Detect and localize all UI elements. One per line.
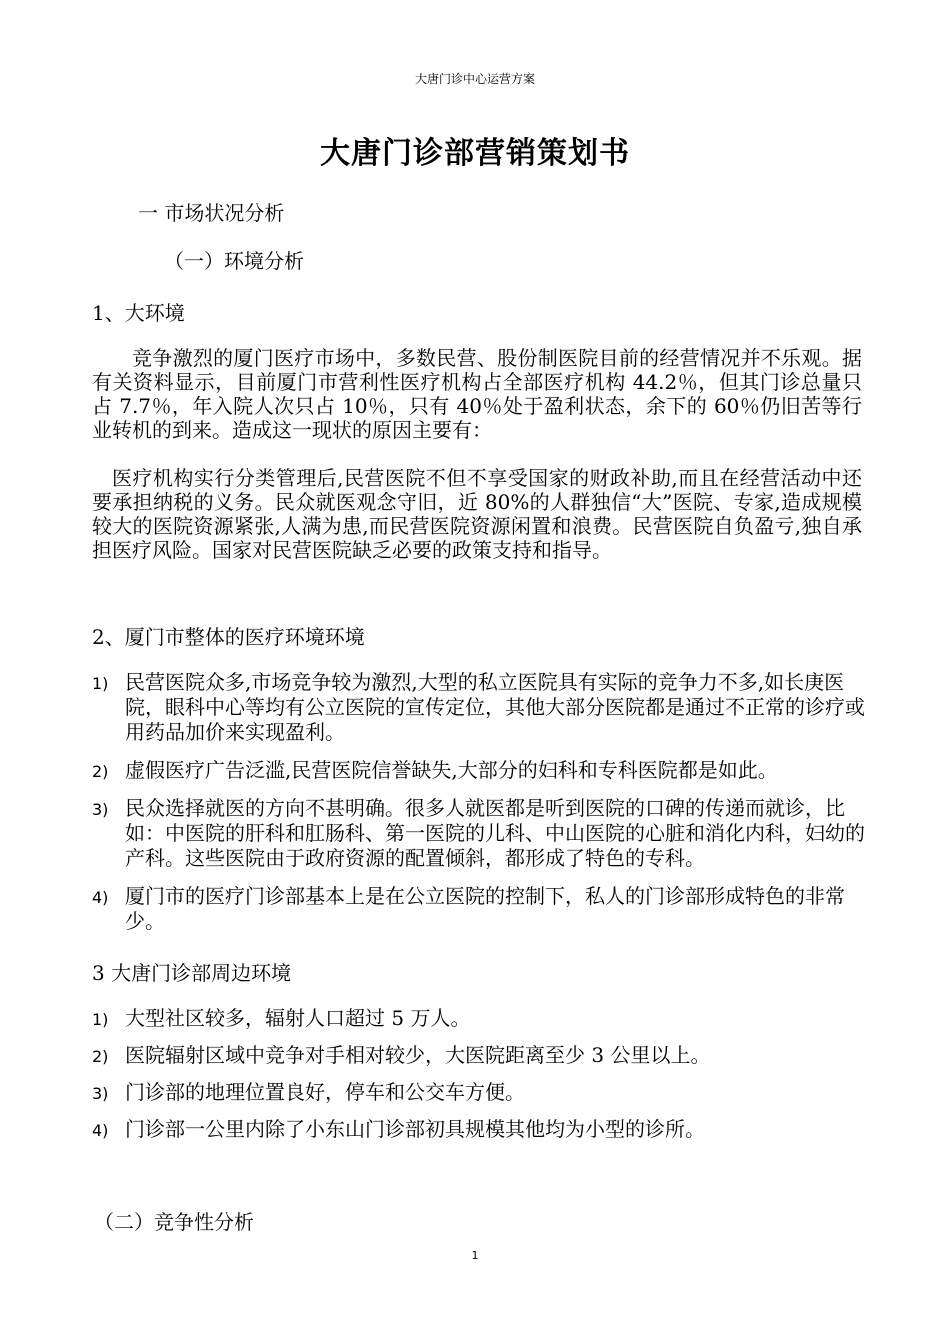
list-number: 4): [92, 888, 109, 907]
paragraph-causes: 医疗机构实行分类管理后,民营医院不但不享受国家的财政补助,而且在经营活动中还要承担纳税的义务。民众就医观念守旧，近 80%的人群独信“大”医院、专家,造成规模较大的医院资源紧张,人满为患,而民营医院资源闲置和浪费。民营医院自负盈亏,独自承担医疗风险。国家对民营医院缺乏必要的政策支持和指导。: [92, 466, 862, 562]
list-number: 2): [92, 1047, 109, 1066]
heading-surrounding-environment: 3 大唐门诊部周边环境: [92, 961, 292, 985]
list-xiamen-environment: [92, 670, 882, 934]
list-item: [92, 1117, 882, 1142]
list-item: [92, 1080, 882, 1105]
list-item: [92, 884, 882, 934]
list-item: [92, 758, 882, 783]
list-number: 1): [92, 1010, 109, 1029]
heading-xiamen-environment: 2、厦门市整体的医疗环境环境: [92, 625, 365, 649]
list-item-text: 虚假医疗广告泛滥,民营医院信誉缺失,大部分的妇科和专科医院都是如此。: [125, 758, 778, 782]
list-item-text: 门诊部一公里内除了小东山门诊部初具规模其他均为小型的诊所。: [125, 1117, 705, 1141]
page-number: 1: [471, 1249, 479, 1262]
list-number: 1): [92, 674, 109, 693]
list-item-text: 门诊部的地理位置良好，停车和公交车方便。: [125, 1080, 525, 1104]
subsection-heading-competition: （二）竞争性分析: [94, 1210, 254, 1234]
list-item-text: 厦门市的医疗门诊部基本上是在公立医院的控制下，私人的门诊部形成特色的非常少。: [125, 884, 845, 933]
heading-macro-environment: 1、大环境: [92, 301, 185, 325]
list-number: 4): [92, 1121, 109, 1140]
list-item-text: 医院辐射区域中竞争对手相对较少，大医院距离至少 3 公里以上。: [125, 1043, 711, 1067]
paragraph-market-overview: 竞争激烈的厦门医疗市场中，多数民营、股份制医院目前的经营情况并不乐观。据有关资料显示，目前厦门市营利性医疗机构占全部医疗机构 44.2％，但其门诊总量只占 7.7％，年入院人次只占 10％，只有 40％处于盈利状态，余下的 60％仍旧苦等行业转机的到来。造成这一现状的原因主要有：: [92, 346, 862, 442]
list-surrounding-environment: [92, 1006, 882, 1142]
list-item-text: 民营医院众多,市场竞争较为激烈,大型的私立医院具有实际的竞争力不多,如长庚医院，眼科中心等均有公立医院的宣传定位，其他大部分医院都是通过不正常的诊疗或用药品加价来实现盈利。: [125, 670, 865, 744]
list-number: 3): [92, 800, 109, 819]
list-item-text: 民众选择就医的方向不甚明确。很多人就医都是听到医院的口碑的传递而就诊，比如：中医院的肝科和肛肠科、第一医院的儿科、中山医院的心脏和消化内科，妇幼的产科。这些医院由于政府资源的配置倾斜，都形成了特色的专科。: [125, 796, 865, 870]
list-item: [92, 1043, 882, 1068]
document-title: 大唐门诊部营销策划书: [320, 136, 630, 171]
list-number: 2): [92, 762, 109, 781]
section-heading-market-analysis: 一 市场状况分析: [138, 201, 285, 225]
list-item-text: 大型社区较多，辐射人口超过 5 万人。: [125, 1006, 471, 1030]
list-item: [92, 1006, 882, 1031]
subsection-heading-environment: （一）环境分析: [164, 249, 304, 273]
page-header: 大唐门诊中心运营方案: [414, 72, 535, 86]
list-item: [92, 796, 882, 871]
list-number: 3): [92, 1084, 109, 1103]
list-item: [92, 670, 882, 745]
